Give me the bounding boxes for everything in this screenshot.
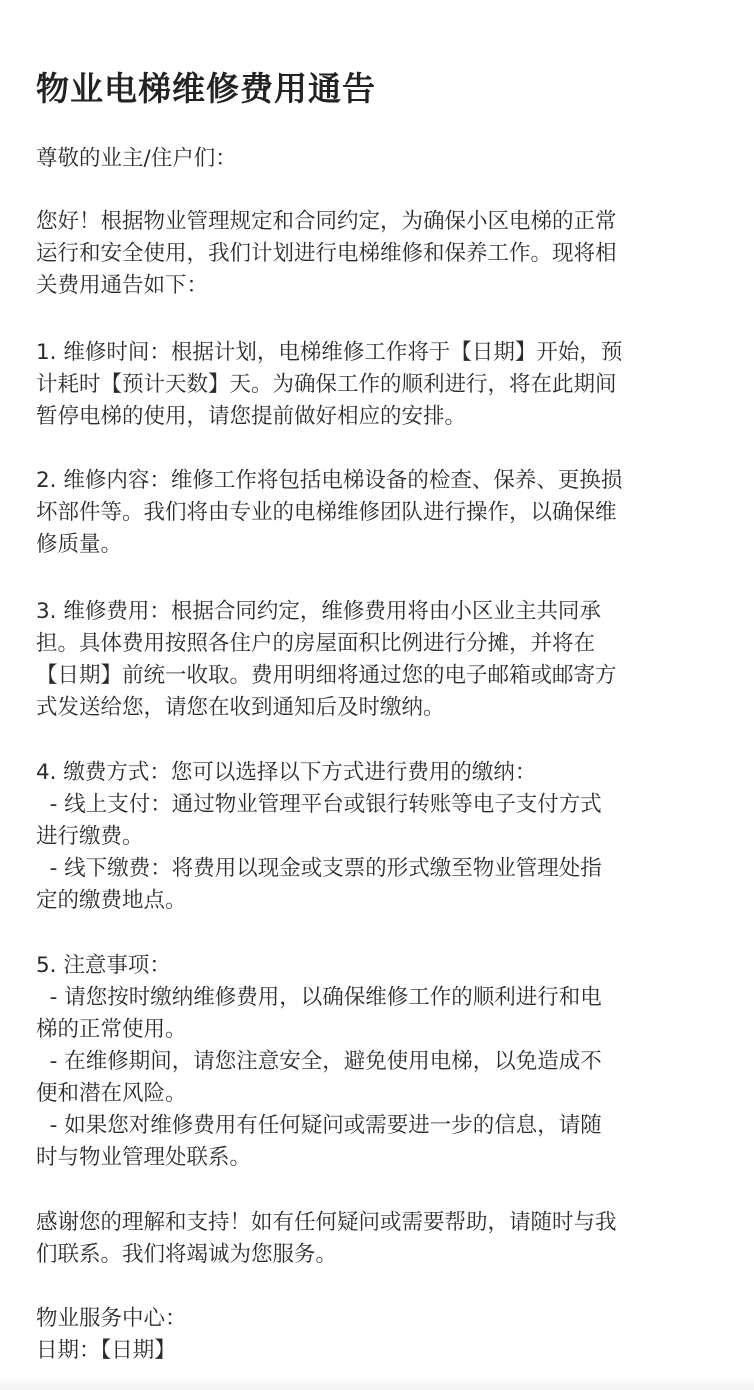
item3-line-1: 3. 维修费用：根据合同约定，维修费用将由小区业主共同承 [36,599,601,624]
intro-line-2: 运行和安全使用，我们计划进行电梯维修和保养工作。现将相 [36,241,617,266]
closing-line-1: 感谢您的理解和支持！如有任何疑问或需要帮助，请随时与我 [36,1210,617,1235]
notice-title: 物业电梯维修费用通告 [36,69,376,108]
item5-line-7: 时与物业管理处联系。 [36,1145,252,1170]
item4-line-2: - 线上支付：通过物业管理平台或银行转账等电子支付方式 [36,792,602,817]
greeting: 尊敬的业主/住户们： [36,146,237,171]
item3-line-4: 式发送给您，请您在收到通知后及时缴纳。 [36,695,445,720]
item3-line-3: 【日期】前统一收取。费用明细将通过您的电子邮箱或邮寄方 [36,663,617,688]
item4-line-3: 进行缴费。 [36,824,144,849]
item4-line-1: 4. 缴费方式：您可以选择以下方式进行费用的缴纳： [36,760,537,785]
item1-line-2: 计耗时【预计天数】天。为确保工作的顺利进行，将在此期间 [36,372,617,397]
item5-line-6: - 如果您对维修费用有任何疑问或需要进一步的信息，请随 [36,1113,602,1138]
item5-line-2: - 请您按时缴纳维修费用，以确保维修工作的顺利进行和电 [36,985,602,1010]
item2-line-1: 2. 维修内容：维修工作将包括电梯设备的检查、保养、更换损 [36,468,623,493]
intro-line-3: 关费用通告如下： [36,273,209,298]
item2-line-2: 坏部件等。我们将由专业的电梯维修团队进行操作，以确保维 [36,500,617,525]
item5-line-1: 5. 注意事项： [36,953,171,978]
item5-line-3: 梯的正常使用。 [36,1017,187,1042]
item1-line-1: 1. 维修时间：根据计划，电梯维修工作将于【日期】开始，预 [36,340,623,365]
item2-line-3: 修质量。 [36,532,123,557]
item5-line-4: - 在维修期间，请您注意安全，避免使用电梯，以免造成不 [36,1049,602,1074]
item3-line-2: 担。具体费用按照各住户的房屋面积比例进行分摊，并将在 [36,631,596,656]
closing-line-2: 们联系。我们将竭诚为您服务。 [36,1242,338,1267]
date-line: 日期：【日期】 [36,1338,176,1363]
item5-line-5: 便和潜在风险。 [36,1081,187,1106]
signature: 物业服务中心： [36,1306,187,1331]
item1-line-3: 暂停电梯的使用，请您提前做好相应的安排。 [36,404,467,429]
item4-line-5: 定的缴费地点。 [36,888,187,913]
bottom-edge-shade [0,1378,754,1390]
item4-line-4: - 线下缴费：将费用以现金或支票的形式缴至物业管理处指 [36,856,602,881]
intro-line-1: 您好！根据物业管理规定和合同约定，为确保小区电梯的正常 [36,209,617,234]
